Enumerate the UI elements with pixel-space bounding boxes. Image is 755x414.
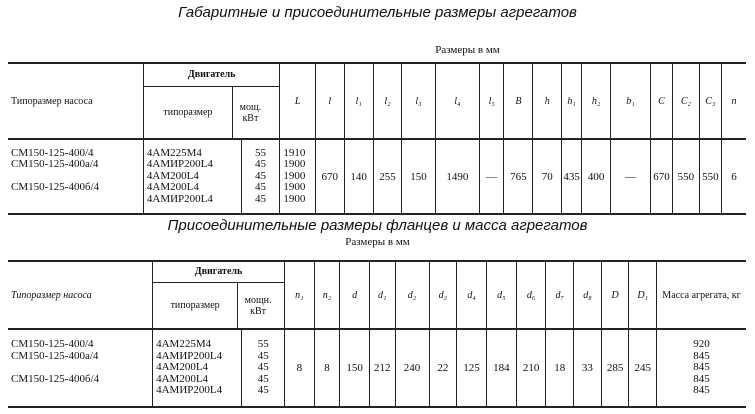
mass-header: Масса агрегата, кг <box>657 261 746 329</box>
pump-type-header: Типоразмер насоса <box>11 289 92 301</box>
col-header: l₁ <box>344 63 373 139</box>
col-header: L <box>280 63 316 139</box>
flange-mass-table <box>8 260 746 408</box>
engine-header <box>153 261 285 329</box>
col-header: d₄ <box>457 261 487 329</box>
value-cell: 184 <box>486 329 516 407</box>
value-cell: 255 <box>373 139 402 214</box>
value-cell: 212 <box>370 329 396 407</box>
value-cell: 435 <box>562 139 582 214</box>
value-cell: 33 <box>574 329 602 407</box>
value-cell: 765 <box>504 139 533 214</box>
value-cell: 240 <box>395 329 429 407</box>
pump-type-cell: СМ150-125-400/4 СМ150-125-400а/4 СМ150-125-400б/4 <box>11 338 100 385</box>
col-header: l₂ <box>373 63 402 139</box>
col-header: h₂ <box>582 63 611 139</box>
mass-cell: 920 845 845 845 845 <box>657 329 746 407</box>
value-cell: 670 <box>650 139 672 214</box>
col-header: d₇ <box>546 261 574 329</box>
value-cell: 70 <box>533 139 562 214</box>
col-header: n₂ <box>314 261 340 329</box>
table1-title: Габаритные и присоединительные размеры агрегатов <box>178 4 577 21</box>
col-header: l₃ <box>402 63 435 139</box>
table2-title: Присоединительные размеры фланцев и масса агрегатов <box>167 217 588 234</box>
table1-data-row <box>8 139 746 214</box>
engine-type-header: типоразмер <box>163 107 213 118</box>
value-cell: 8 <box>314 329 340 407</box>
value-cell: — <box>610 139 650 214</box>
engine-power-cell: 55 45 45 45 45 <box>241 139 280 214</box>
engine-type-header: типоразмер <box>170 300 220 311</box>
col-header: d₂ <box>395 261 429 329</box>
table1-units: Размеры в мм <box>435 44 500 56</box>
value-cell: 550 <box>673 139 700 214</box>
pump-type-header: Типоразмер насоса <box>11 95 93 107</box>
table2-units: Размеры в мм <box>345 236 410 248</box>
col-header: d₅ <box>486 261 516 329</box>
col-header: D₁ <box>629 261 657 329</box>
table2-header-row <box>8 261 746 329</box>
engine-type-cell: 4АМ225М4 4АМИР200L4 4АМ200L4 4АМ200L4 4АМИР200L4 <box>143 139 241 214</box>
col-header: C₂ <box>673 63 700 139</box>
value-cell: 125 <box>457 329 487 407</box>
value-cell: 150 <box>402 139 435 214</box>
col-header: b₁ <box>610 63 650 139</box>
col-header: d₈ <box>574 261 602 329</box>
engine-type-cell: 4АМ225М4 4АМИР200L4 4АМ200L4 4АМ200L4 4АМИР200L4 <box>153 329 242 407</box>
value-cell: 245 <box>629 329 657 407</box>
value-cell: 140 <box>344 139 373 214</box>
value-cell: 285 <box>601 329 629 407</box>
col-header: C <box>650 63 672 139</box>
value-cell: 6 <box>721 139 746 214</box>
value-cell: 150 <box>340 329 370 407</box>
engine-header <box>143 63 279 139</box>
col-header: h₁ <box>562 63 582 139</box>
engine-power-cell: 55 45 45 45 45 <box>242 329 285 407</box>
col-header: l₄ <box>435 63 479 139</box>
col-header: D <box>601 261 629 329</box>
col-header: C₃ <box>699 63 721 139</box>
engine-header-label: Двигатель <box>144 64 279 87</box>
value-cell: 22 <box>429 329 457 407</box>
pump-type-cell: СМ150-125-400/4 СМ150-125-400а/4 СМ150-125-400б/4 <box>11 146 100 194</box>
value-cell: 550 <box>699 139 721 214</box>
col-header: n <box>721 63 746 139</box>
engine-power-header: мощн. кВт <box>237 283 278 328</box>
col-header: n₁ <box>284 261 314 329</box>
value-cell: 670 <box>315 139 344 214</box>
engine-power-header: мощ. кВт <box>232 87 268 138</box>
col-header: l₅ <box>480 63 504 139</box>
value-cell: 400 <box>582 139 611 214</box>
value-cell: 210 <box>516 329 546 407</box>
col-header: h <box>533 63 562 139</box>
length-L-cell: 1910 1900 1900 1900 1900 <box>280 139 316 214</box>
col-header: l <box>315 63 344 139</box>
dimensions-table <box>8 62 746 215</box>
value-cell: 1490 <box>435 139 479 214</box>
col-header: d <box>340 261 370 329</box>
table2-data-row <box>8 329 746 407</box>
col-header: d₃ <box>429 261 457 329</box>
col-header: d₆ <box>516 261 546 329</box>
value-cell: 8 <box>284 329 314 407</box>
value-cell: — <box>480 139 504 214</box>
engine-header-label: Двигатель <box>153 262 284 283</box>
table1-header-row <box>8 63 746 139</box>
col-header: B <box>504 63 533 139</box>
value-cell: 18 <box>546 329 574 407</box>
col-header: d₁ <box>370 261 396 329</box>
